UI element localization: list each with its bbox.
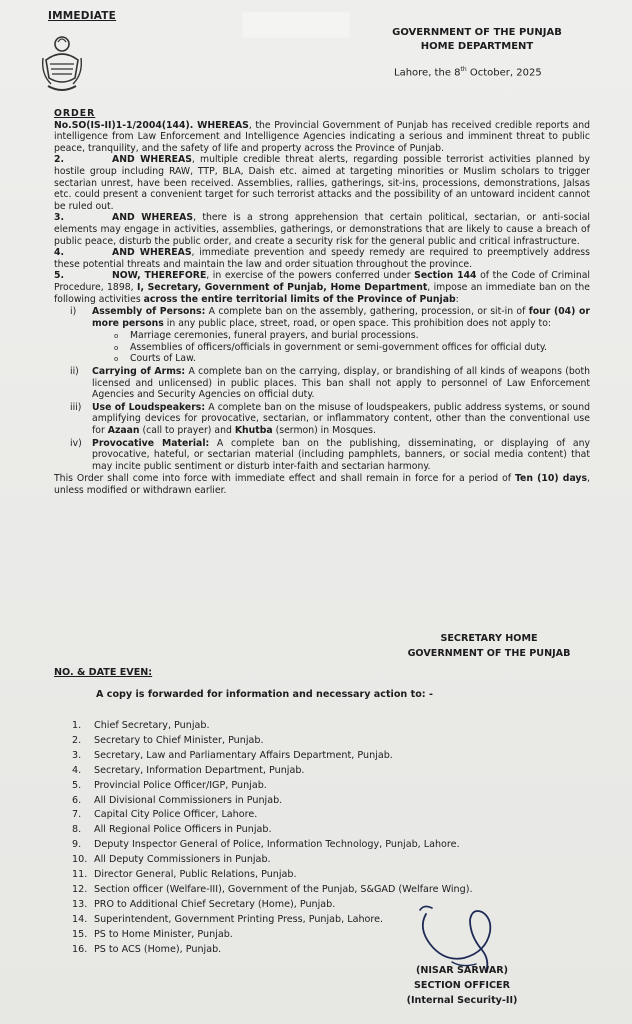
list-text: Secretary to Chief Minister, Punjab. (94, 734, 264, 746)
signatory-title: SECTION OFFICER (414, 980, 510, 991)
item-title: Provocative Material: (92, 437, 210, 449)
government-heading (392, 26, 562, 54)
list-number: 2. (72, 734, 82, 746)
list-text: All Divisional Commissioners in Punjab. (94, 794, 283, 806)
paragraph-number: 2. (54, 154, 65, 166)
list-text: All Deputy Commissioners in Punjab. (94, 854, 271, 866)
list-text: Chief Secretary, Punjab. (94, 720, 210, 731)
ban-item-assembly (54, 306, 590, 329)
paragraph-2-text: , multiple credible threat alerts, regarding possible terrorist activities planned by hostile group including RAW, TTP, BLA, Daish etc. aimed at targeting minorities or Muslim scholars to trigger sectarian unrest, have been received. Assemblies, rallies, gatherings, sit-ins, processions, demonstrations, Jalsas etc. could present a convenient target for such terrorist attacks and the possibility of an untoward incident cannot be ruled out. (54, 154, 591, 212)
paragraph-2 (54, 154, 590, 212)
list-number: 10. (72, 854, 88, 866)
paragraph-number: 4. (54, 247, 65, 259)
paragraph-lead: AND WHEREAS (112, 212, 194, 224)
item-title: Use of Loudspeakers: (92, 401, 206, 413)
paragraph-3-text: , there is a strong apprehension that certain political, sectarian, or anti-social elements may engage in activities, assemblies, gatherings, or demonstrations that are likely to cause a breach of public peace, disturb the public order, and create a security risk for the general public and critical infrastructure. (54, 212, 590, 247)
paragraph-5-text: of the Code of Criminal Procedure, 1898, (54, 270, 590, 293)
item-text: A complete ban on the publishing, disseminating, or displaying of any provocative, hateful, or sectarian material (including pamphlets, banners, or social media content) that may incite public sentiment or disturb inter-faith and sectarian harmony. (92, 437, 590, 472)
list-number: 3. (72, 749, 82, 761)
paragraph-1-text: , the Provincial Government of Punjab has received credible reports and intelligence from Law Enforcement and Intelligence Agencies indicating a serious and imminent threat to public peace, tranquility, and the safety of life and property across the Province of Punjab. (54, 119, 590, 154)
order-body (54, 108, 590, 497)
copy-forwarded: A copy is forwarded for information and necessary action to: - (96, 689, 433, 700)
paragraph-lead: AND WHEREAS (112, 247, 192, 259)
list-number: 9. (72, 839, 82, 851)
list-text: All Regional Police Officers in Punjab. (94, 824, 272, 836)
section-144: Section 144 (414, 270, 477, 282)
immediate-label: IMMEDIATE (48, 10, 117, 22)
list-text: Director General, Public Relations, Punjab. (94, 869, 297, 881)
paragraph-5-text: , impose an immediate ban on the following activities (54, 281, 590, 305)
list-number: 15. (72, 928, 88, 940)
date-sup: th (460, 66, 467, 73)
list-item (72, 823, 473, 838)
item-text: in any public place, street, road, or open space. This prohibition does not apply to: (163, 317, 552, 329)
ban-item-loudspeakers (54, 402, 590, 437)
list-number: 14. (72, 913, 88, 925)
ban-item-arms (54, 366, 590, 401)
duration: Ten (10) days (514, 473, 588, 485)
list-item (72, 794, 473, 809)
closing-paragraph (54, 473, 590, 496)
list-number: 7. (72, 809, 82, 821)
list-text: Secretary, Information Department, Punjab. (94, 764, 305, 776)
signatory-title: SECRETARY HOME (440, 633, 538, 644)
redacted-area (242, 12, 350, 38)
paragraph-4-text: , immediate prevention and speedy remedy are required to preemptively address these potential threats and maintain the law and order situation throughout the province. (54, 247, 590, 270)
list-text: PS to ACS (Home), Punjab. (94, 943, 222, 955)
paragraph-5-text: , in exercise of the powers conferred under (206, 270, 415, 282)
list-text: Capital City Police Officer, Lahore. (94, 809, 258, 821)
government-name: GOVERNMENT OF THE PUNJAB (392, 27, 562, 38)
signatory-unit: (Internal Security-II) (406, 995, 518, 1006)
territorial-limits: across the entire territorial limits of the Province of Punjab (143, 293, 456, 305)
item-numeral: iii) (70, 401, 82, 413)
list-item (72, 838, 473, 853)
list-number: 6. (72, 794, 82, 806)
paragraph-5 (54, 270, 590, 305)
issuing-authority: I, Secretary, Government of Punjab, Home Department (136, 281, 428, 293)
item-title: Carrying of Arms: (92, 366, 186, 378)
list-item (72, 734, 473, 749)
list-item (72, 779, 473, 794)
list-number: 13. (72, 898, 88, 910)
item-numeral: ii) (70, 366, 79, 378)
item-text: A complete ban on the misuse of loudspeakers, public address systems, or sound amplifying devices for provocative, sectarian, or inflammatory content, other than the conventional use for (92, 401, 590, 437)
list-item (72, 853, 473, 868)
paragraph-number: 3. (54, 212, 65, 224)
paragraph-3 (54, 212, 590, 247)
list-text: Secretary, Law and Parliamentary Affairs Department, Punjab. (94, 749, 393, 761)
paragraph-lead: AND WHEREAS (112, 154, 192, 166)
item-text: A complete ban on the assembly, gathering, procession, or sit-in of (205, 306, 529, 318)
list-number: 5. (72, 779, 82, 791)
list-item (72, 719, 473, 734)
section-officer-signatory (392, 963, 532, 1008)
date-line (394, 66, 542, 78)
exemption-item: o Assemblies of officers/officials in government or semi-government offices for official duty. (54, 342, 590, 354)
no-date-even: NO. & DATE EVEN: (54, 667, 153, 678)
paragraph-4 (54, 247, 590, 270)
closing-text: This Order shall come into force with immediate effect and shall remain in force for a period of (54, 473, 515, 485)
list-number: 16. (72, 943, 88, 955)
list-text: PS to Home Minister, Punjab. (94, 928, 233, 940)
list-number: 12. (72, 883, 88, 895)
paragraph-lead: NOW, THEREFORE (112, 270, 207, 282)
item-title: Assembly of Persons: (92, 306, 206, 318)
closing-text: , unless modified or withdrawn earlier. (54, 473, 590, 496)
department-name: HOME DEPARTMENT (420, 41, 534, 52)
date-prefix: Lahore, the 8 (394, 67, 461, 79)
list-item (72, 749, 473, 764)
exemption-item: o Courts of Law. (54, 353, 590, 365)
order-reference: No.SO(IS-II)1-1/2004(144). WHEREAS (54, 119, 249, 131)
signatory-office: GOVERNMENT OF THE PUNJAB (407, 648, 571, 659)
item-emphasis: four (04) or more persons (92, 306, 590, 329)
list-number: 11. (72, 869, 88, 881)
ban-item-provocative-material (54, 438, 590, 473)
paragraph-number: 5. (54, 270, 65, 282)
date-suffix: October, 2025 (466, 67, 542, 79)
paragraph-1 (54, 120, 590, 155)
item-emphasis: Azaan (107, 425, 140, 437)
list-item (72, 808, 473, 823)
list-text: Superintendent, Government Printing Press, Punjab, Lahore. (94, 913, 384, 925)
paragraph-5-text: : (455, 293, 459, 305)
item-numeral: i) (70, 306, 77, 318)
list-number: 4. (72, 764, 82, 776)
punjab-emblem-icon (40, 30, 84, 94)
list-text: Deputy Inspector General of Police, Information Technology, Punjab, Lahore. (94, 839, 460, 851)
item-emphasis: Khutba (234, 425, 273, 437)
list-text: Section officer (Welfare-III), Government of the Punjab, S&GAD (Welfare Wing). (94, 883, 473, 895)
list-item (72, 764, 473, 779)
secretary-signatory (384, 631, 594, 661)
exemption-item: o Marriage ceremonies, funeral prayers, and burial processions. (54, 330, 590, 342)
list-text: PRO to Additional Chief Secretary (Home), Punjab. (94, 898, 336, 910)
list-number: 8. (72, 824, 82, 836)
order-heading: ORDER (54, 108, 96, 119)
item-text: (sermon) in Mosques. (272, 425, 376, 437)
list-text: Provincial Police Officer/IGP, Punjab. (94, 779, 267, 791)
list-number: 1. (72, 720, 82, 731)
signatory-name: (NISAR SARWAR) (415, 965, 509, 976)
list-item (72, 868, 473, 883)
item-text: (call to prayer) and (139, 425, 235, 437)
item-numeral: iv) (70, 437, 82, 449)
item-text: A complete ban on the carrying, display, or brandishing of all kinds of weapons (both licensed and unlicensed) in public places. This ban shall not apply to personnel of Law Enforcement Agencies and Security Agencies on official duty. (92, 366, 590, 401)
